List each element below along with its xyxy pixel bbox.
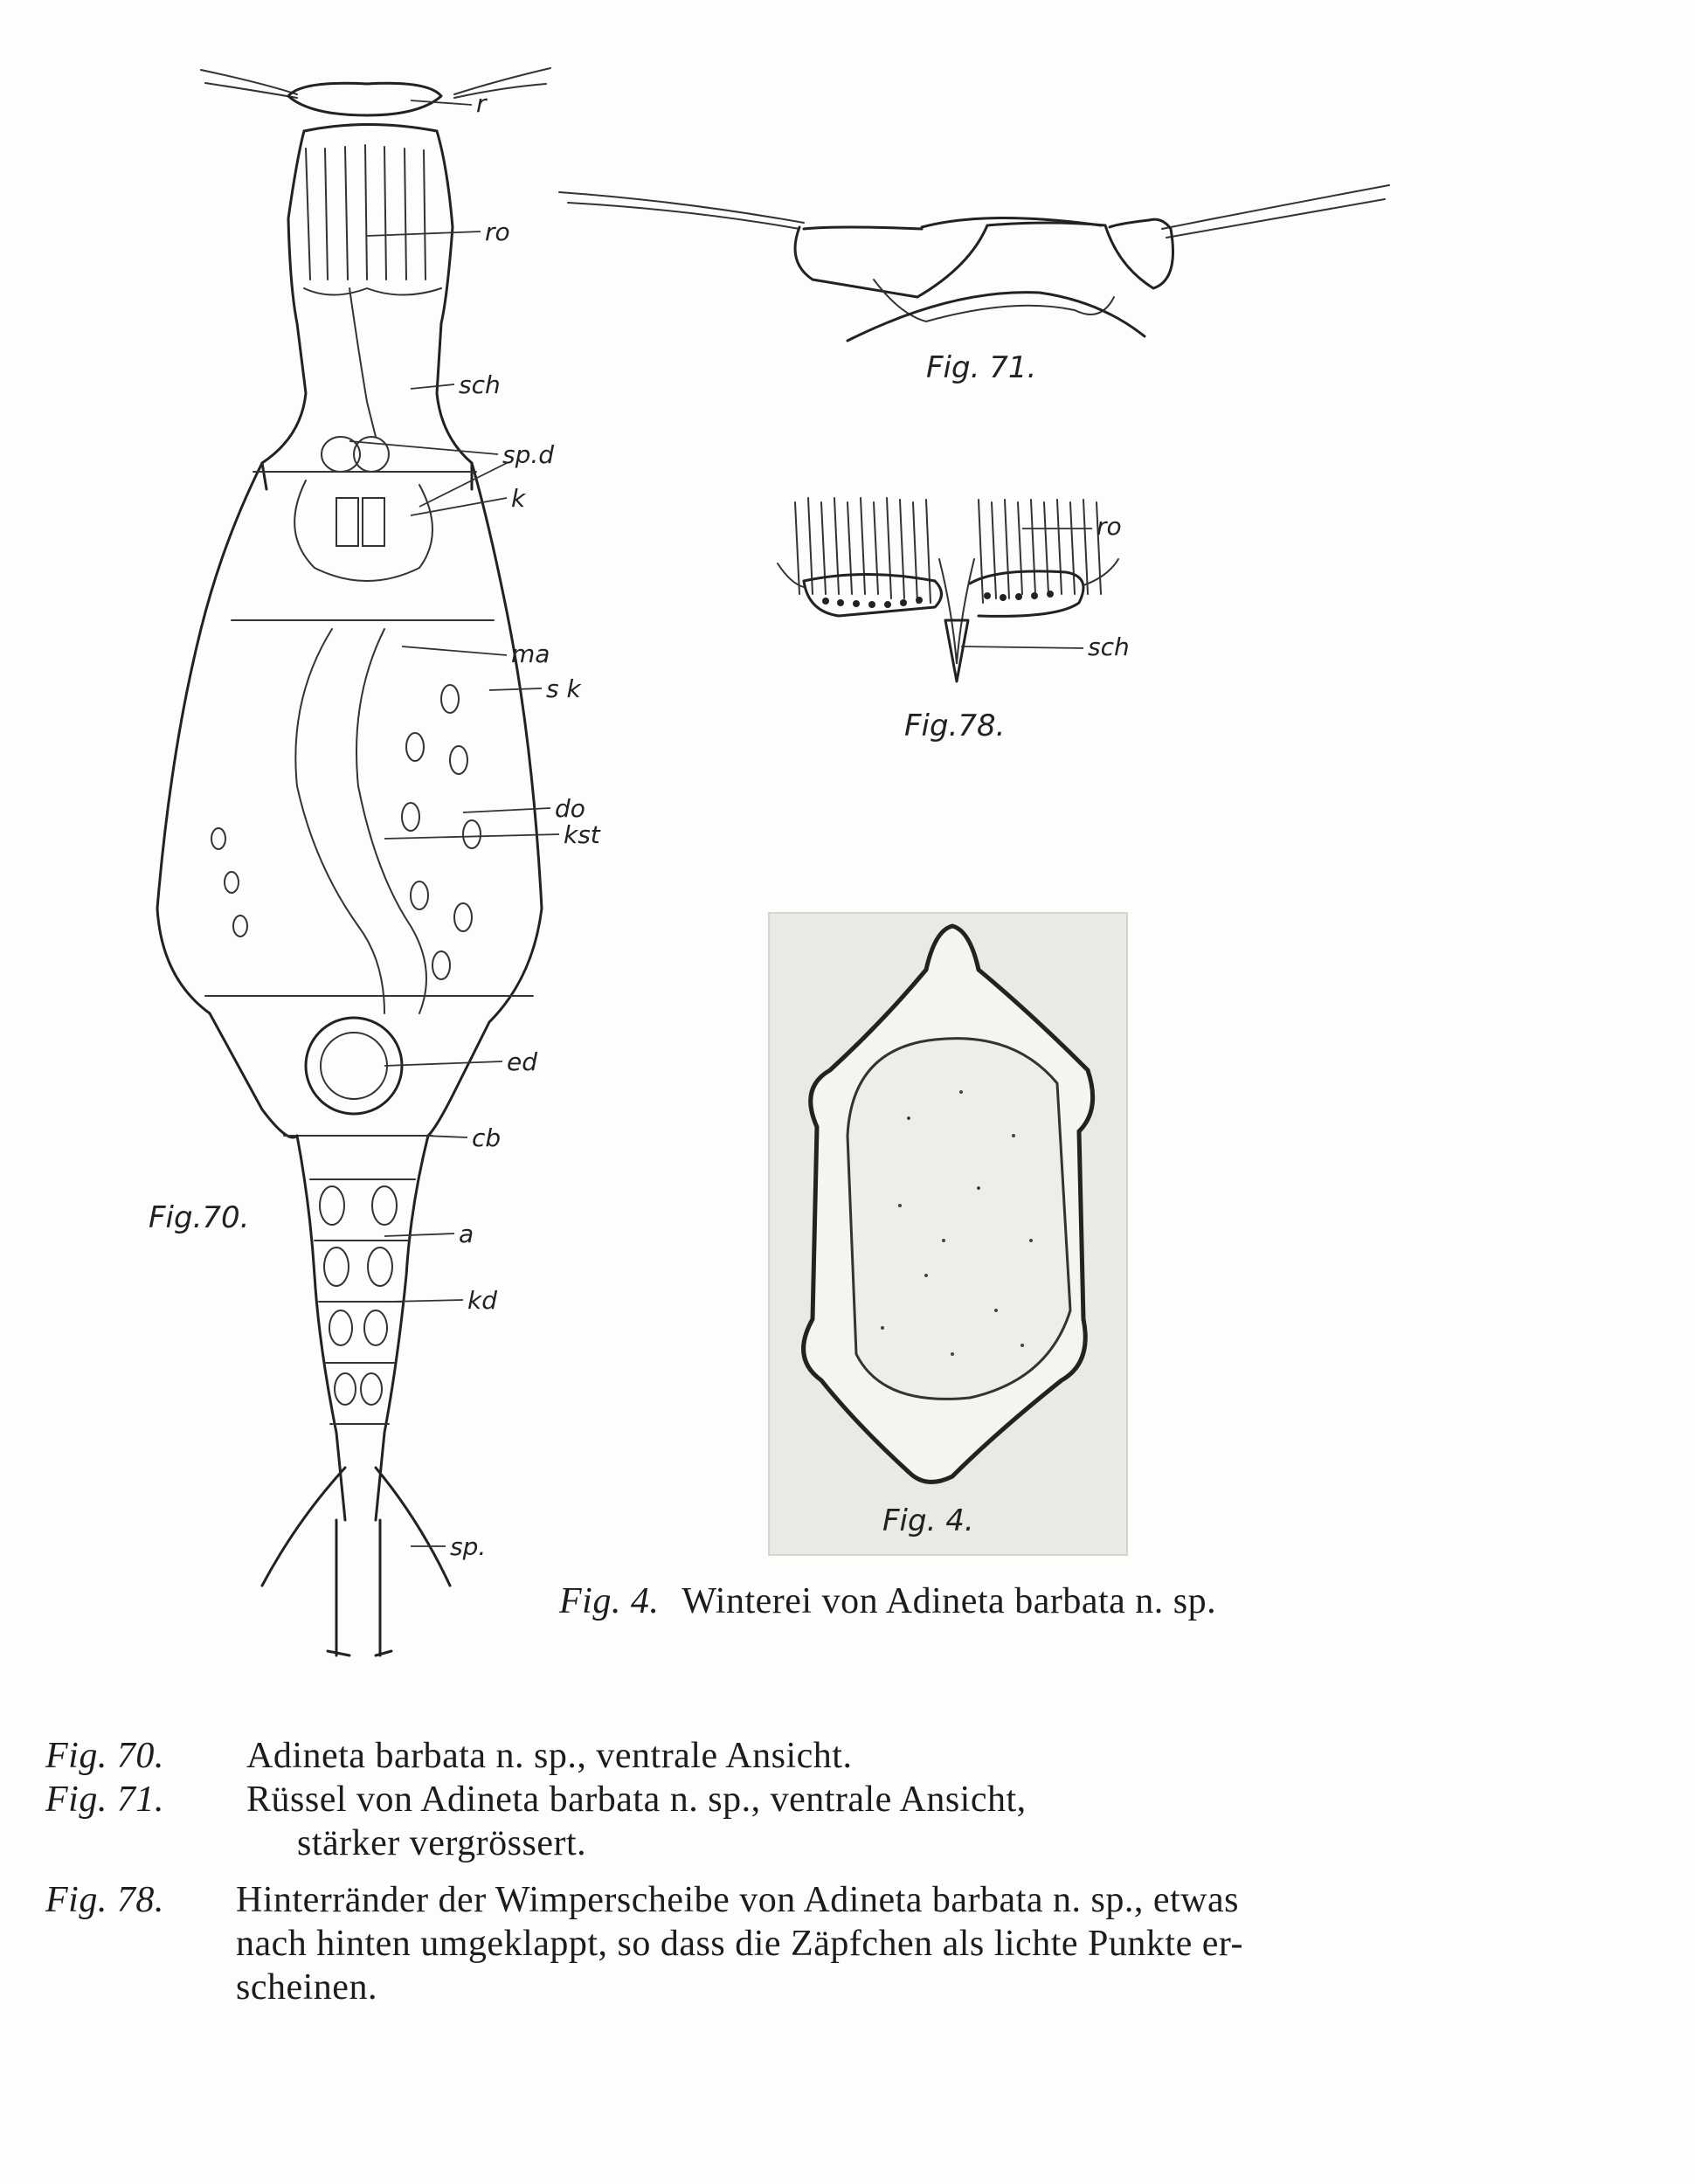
label-spd: sp.d — [502, 440, 555, 469]
caption-fig70 — [45, 1734, 852, 1778]
fig71-drawing — [559, 185, 1389, 341]
fig70-drawing — [157, 68, 559, 1655]
label-ma: ma — [511, 639, 550, 668]
label-cb: cb — [472, 1123, 502, 1152]
fig78-drawing — [778, 498, 1118, 681]
fig78-label: Fig.78. — [904, 708, 1006, 743]
caption-fig70-text: Adineta barbata n. sp., ventrale Ansicht. — [246, 1736, 853, 1776]
label-sp: sp. — [450, 1532, 487, 1561]
label-k: k — [511, 484, 526, 513]
fig78-label-ro: ro — [1097, 512, 1122, 541]
caption-fig78-text: Hinterränder der Wimperscheibe von Adineta barbata n. sp., etwas — [236, 1880, 1239, 1920]
caption-fig78 — [45, 1878, 1239, 1922]
caption-fig71-text: Rüssel von Adineta barbata n. sp., ventrale Ansicht, — [246, 1780, 1027, 1820]
label-do: do — [555, 794, 585, 823]
caption-fig4-number: Fig. 4. — [559, 1581, 660, 1621]
fig4-label: Fig. 4. — [882, 1503, 974, 1538]
label-sk: s k — [546, 674, 581, 703]
caption-fig71 — [45, 1778, 1027, 1821]
caption-fig78-number: Fig. 78. — [45, 1880, 164, 1920]
label-r: r — [476, 89, 487, 118]
caption-fig71-number: Fig. 71. — [45, 1780, 164, 1820]
caption-fig78-continued-2: scheinen. — [236, 1967, 377, 2008]
caption-fig4 — [559, 1579, 1216, 1623]
label-kst: kst — [564, 820, 600, 849]
fig70-label: Fig.70. — [149, 1200, 250, 1235]
label-kd: kd — [467, 1286, 497, 1315]
fig4-photo — [769, 913, 1127, 1555]
label-a: a — [459, 1220, 474, 1248]
label-sch: sch — [459, 370, 501, 399]
caption-fig78-continued-1: nach hinten umgeklappt, so dass die Zäpfchen als lichte Punkte er- — [236, 1924, 1243, 1964]
caption-fig4-text: Winterei von Adineta barbata n. sp. — [681, 1581, 1217, 1621]
caption-fig70-number: Fig. 70. — [45, 1736, 164, 1776]
ovary-cells — [211, 685, 481, 979]
fig71-label: Fig. 71. — [926, 350, 1037, 385]
label-ed: ed — [507, 1047, 537, 1076]
caption-fig71-continued: stärker vergrössert. — [297, 1823, 587, 1863]
label-ro: ro — [485, 218, 510, 246]
foot-cells — [320, 1186, 397, 1405]
fig78-label-sch: sch — [1088, 632, 1130, 661]
